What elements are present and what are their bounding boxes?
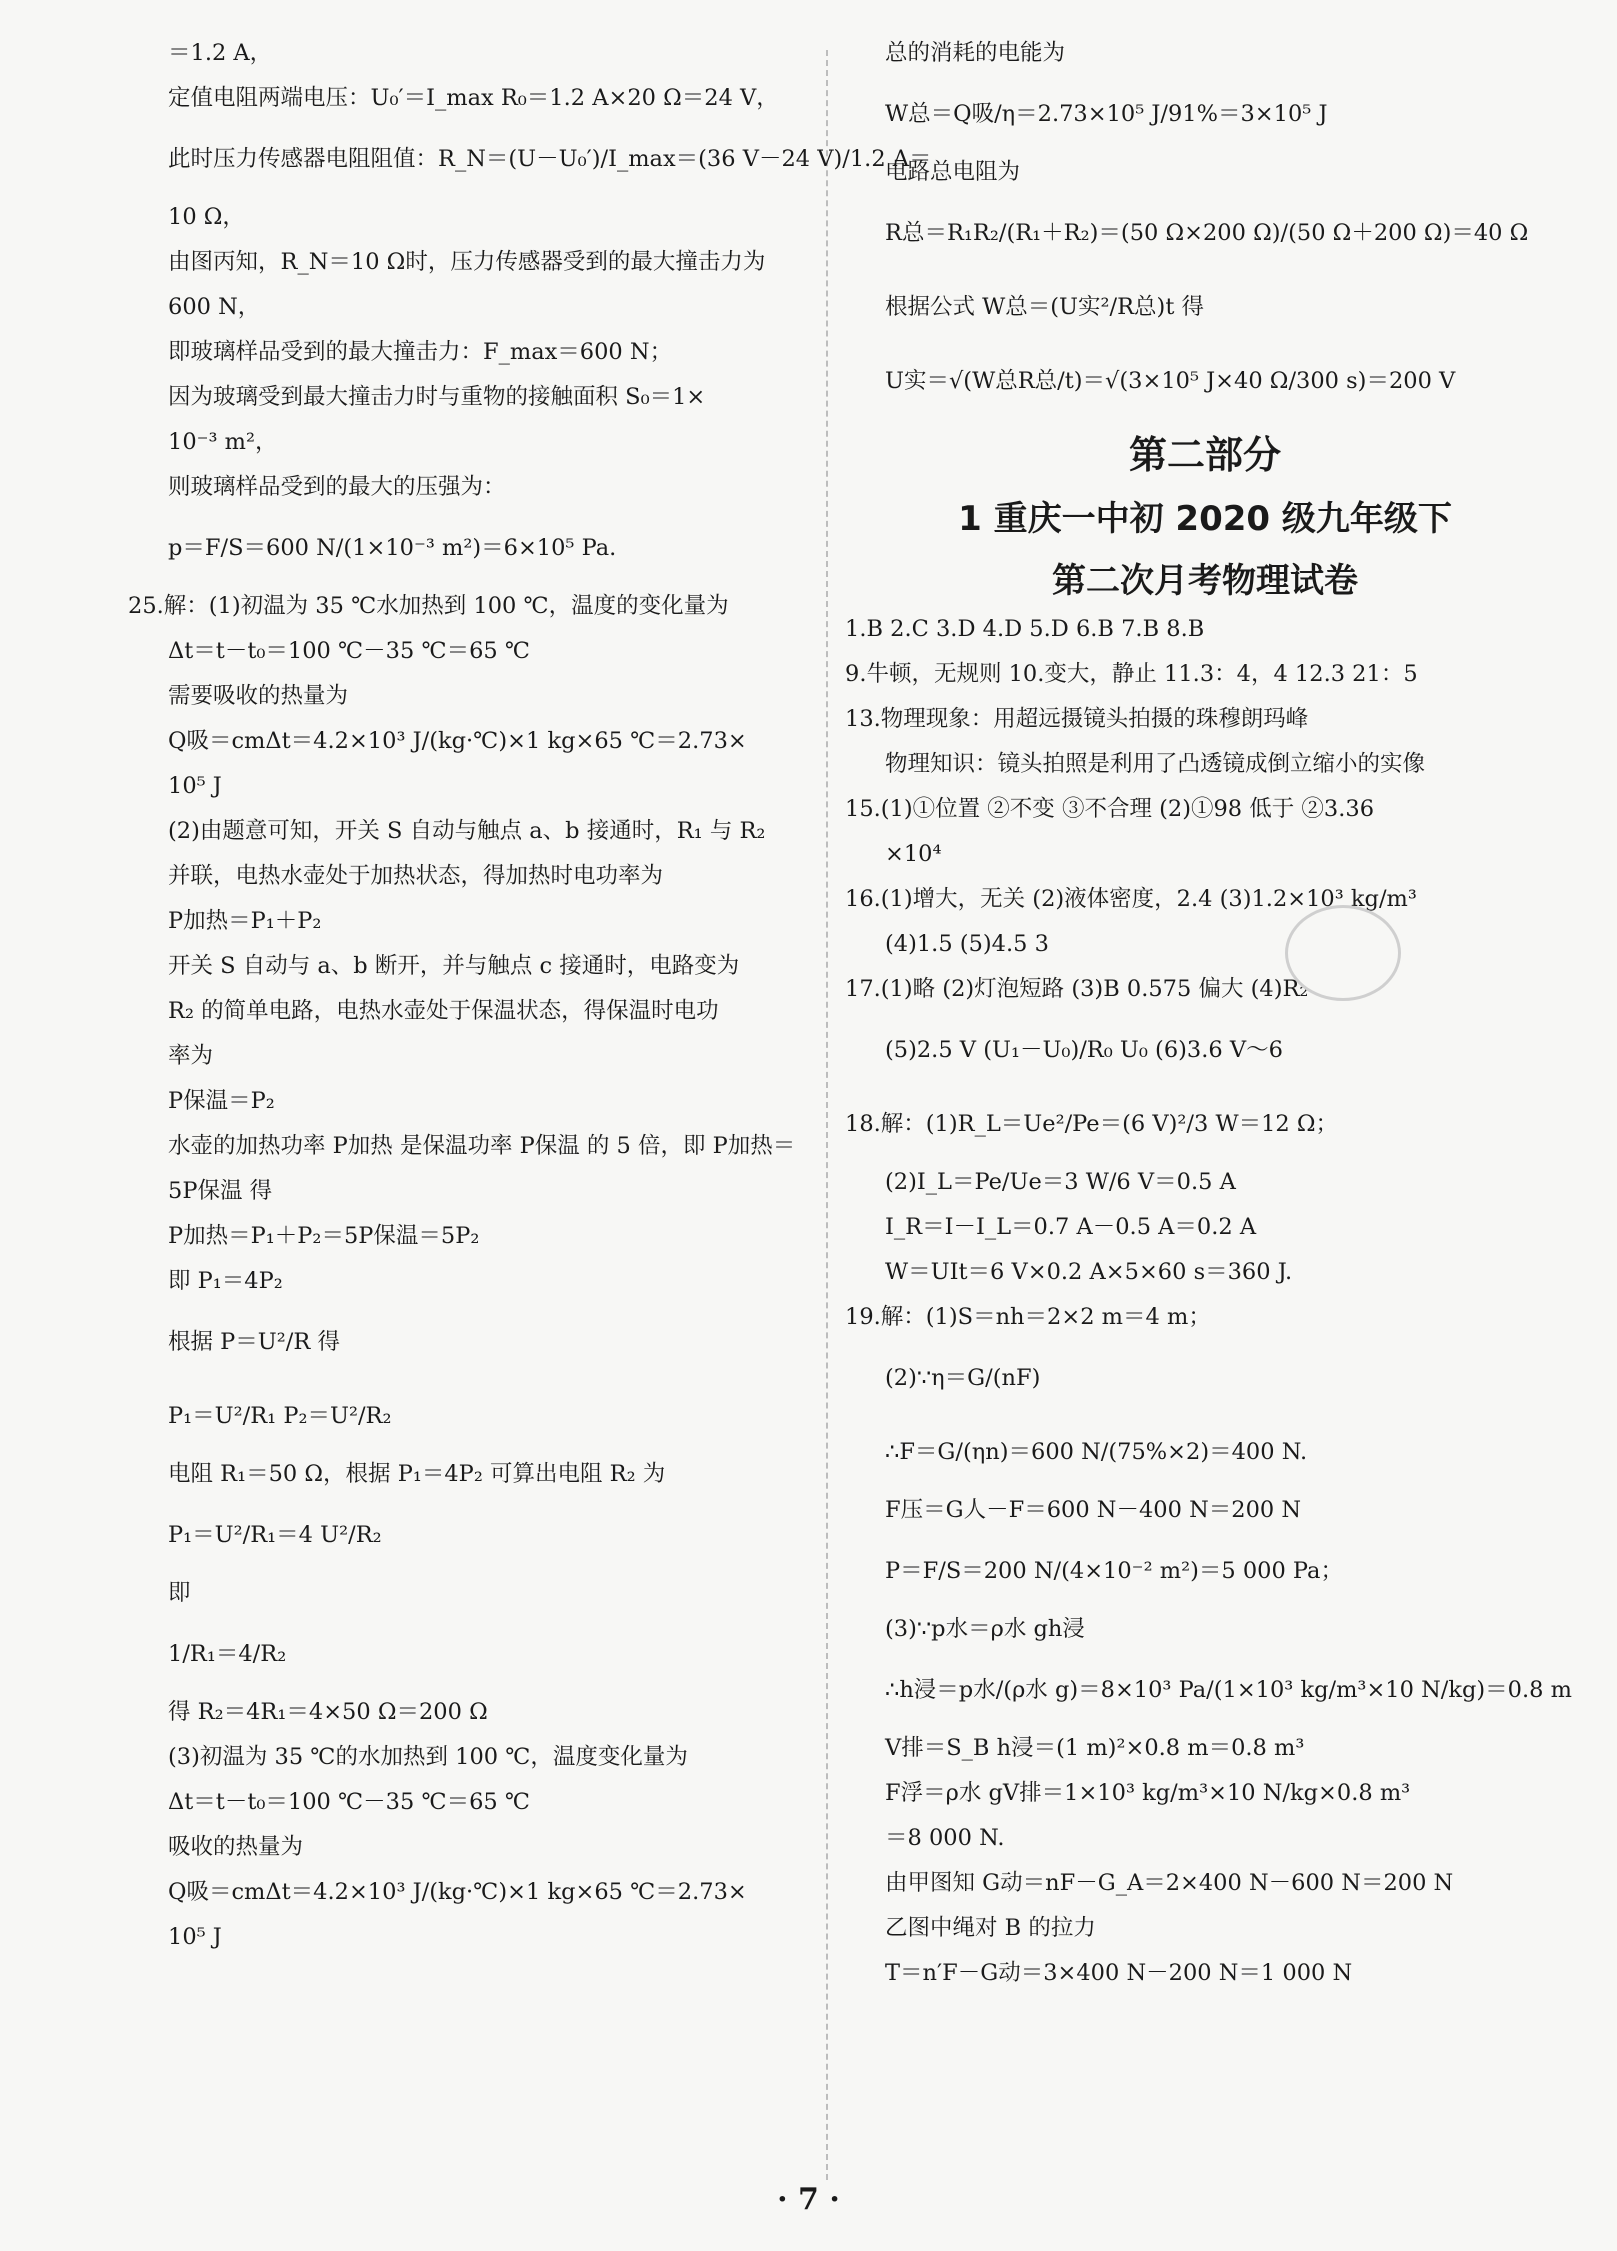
text-line: 需要吸收的热量为 xyxy=(168,683,349,709)
text-line: 此时压力传感器电阻阻值：R_N＝(U－U₀′)/I_max＝(36 V－24 V)/1.2 A＝ xyxy=(168,146,932,172)
text-line: (5)2.5 V (U₁－U₀)/R₀ U₀ (6)3.6 V～6 xyxy=(885,1037,1283,1063)
text-line: 即玻璃样品受到的最大撞击力：F_max＝600 N； xyxy=(168,339,673,365)
text-line: 率为 xyxy=(168,1043,214,1069)
text-line: 10⁵ J xyxy=(168,1924,222,1950)
text-line: 1/R₁＝4/R₂ xyxy=(168,1641,287,1667)
text-line: F浮＝ρ水 gV排＝1×10³ kg/m³×10 N/kg×0.8 m³ xyxy=(885,1780,1411,1806)
text-line: 根据 P＝U²/R 得 xyxy=(168,1329,340,1355)
text-line: 15.(1)①位置 ②不变 ③不合理 (2)①98 低于 ②3.36 xyxy=(845,796,1375,822)
text-line: 16.(1)增大，无关 (2)液体密度，2.4 (3)1.2×10³ kg/m³ xyxy=(845,886,1417,912)
text-line: (3)∵p水＝ρ水 gh浸 xyxy=(885,1616,1085,1642)
text-line: (3)初温为 35 ℃的水加热到 100 ℃，温度变化量为 xyxy=(168,1744,688,1770)
section-title: 第二部分 xyxy=(1128,433,1281,477)
text-line: Q吸＝cmΔt＝4.2×10³ J/(kg·℃)×1 kg×65 ℃＝2.73× xyxy=(168,1879,747,1905)
right-top-lines xyxy=(885,40,1529,410)
text-line: ∴F＝G/(ηn)＝600 N/(75%×2)＝400 N. xyxy=(885,1439,1308,1465)
text-line: Q吸＝cmΔt＝4.2×10³ J/(kg·℃)×1 kg×65 ℃＝2.73× xyxy=(168,728,747,754)
text-line: P₁＝U²/R₁ P₂＝U²/R₂ xyxy=(168,1403,392,1429)
text-line: W＝UIt＝6 V×0.2 A×5×60 s＝360 J. xyxy=(885,1259,1293,1285)
text-line: 10 Ω， xyxy=(168,204,245,230)
text-line: V排＝S_B h浸＝(1 m)²×0.8 m＝0.8 m³ xyxy=(885,1735,1305,1761)
text-line: 乙图中绳对 B 的拉力 xyxy=(885,1915,1096,1941)
text-line: 总的消耗的电能为 xyxy=(885,40,1066,66)
text-line: F压＝G人－F＝600 N－400 N＝200 N xyxy=(885,1497,1302,1523)
text-line: ∴h浸＝p水/(ρ水 g)＝8×10³ Pa/(1×10³ kg/m³×10 N/kg)＝0.8 m xyxy=(885,1677,1572,1703)
text-line: 定值电阻两端电压：U₀′＝I_max R₀＝1.2 A×20 Ω＝24 V， xyxy=(168,85,779,111)
text-line: ＝8 000 N. xyxy=(885,1825,1005,1851)
text-line: 由图丙知，R_N＝10 Ω时，压力传感器受到的最大撞击力为 xyxy=(168,249,766,275)
text-line: 并联，电热水壶处于加热状态，得加热时电功率为 xyxy=(168,863,664,889)
text-line: 600 N， xyxy=(168,294,261,320)
text-line: T＝n′F－G动＝3×400 N－200 N＝1 000 N xyxy=(885,1960,1353,1986)
text-line: 19.解：(1)S＝nh＝2×2 m＝4 m； xyxy=(845,1304,1211,1330)
text-line: R总＝R₁R₂/(R₁＋R₂)＝(50 Ω×200 Ω)/(50 Ω＋200 Ω)＝40 Ω xyxy=(885,220,1529,246)
text-line: 9.牛顿，无规则 10.变大，静止 11.3：4，4 12.3 21：5 xyxy=(845,661,1418,687)
text-line: 25.解：(1)初温为 35 ℃水加热到 100 ℃，温度的变化量为 xyxy=(128,593,729,619)
text-line: 水壶的加热功率 P加热 是保温功率 P保温 的 5 倍，即 P加热＝ xyxy=(168,1133,796,1159)
text-line: R₂ 的简单电路，电热水壶处于保温状态，得保温时电功 xyxy=(168,998,719,1024)
text-line: 根据公式 W总＝(U实²/R总)t 得 xyxy=(885,294,1205,320)
text-line: (2)由题意可知，开关 S 自动与触点 a、b 接通时，R₁ 与 R₂ xyxy=(168,818,766,844)
text-line: P＝F/S＝200 N/(4×10⁻² m²)＝5 000 Pa； xyxy=(885,1558,1343,1584)
text-line: (4)1.5 (5)4.5 3 xyxy=(885,931,1049,957)
right-column xyxy=(845,40,1572,2005)
column-divider xyxy=(826,50,828,2180)
text-line: 18.解：(1)R_L＝Ue²/Pe＝(6 V)²/3 W＝12 Ω； xyxy=(845,1111,1339,1137)
text-line: (2)I_L＝Pe/Ue＝3 W/6 V＝0.5 A xyxy=(885,1169,1236,1195)
exam-title-line2: 第二次月考物理试卷 xyxy=(1052,561,1358,601)
text-line: 因为玻璃受到最大撞击力时与重物的接触面积 S₀＝1× xyxy=(168,384,706,410)
text-line: ＝1.2 A， xyxy=(168,40,273,66)
text-line: U实＝√(W总R总/t)＝√(3×10⁵ J×40 Ω/300 s)＝200 V xyxy=(885,368,1456,394)
text-line: P₁＝U²/R₁＝4 U²/R₂ xyxy=(168,1522,382,1548)
text-line: Δt＝t－t₀＝100 ℃－35 ℃＝65 ℃ xyxy=(168,1789,531,1815)
text-line: P保温＝P₂ xyxy=(168,1088,275,1114)
exam-title-line1: 1 重庆一中初 2020 级九年级下 xyxy=(958,499,1452,539)
text-line: 10⁵ J xyxy=(168,773,222,799)
text-line: 5P保温 得 xyxy=(168,1178,273,1204)
text-line: P加热＝P₁＋P₂＝5P保温＝5P₂ xyxy=(168,1223,480,1249)
watermark-stamp xyxy=(1285,905,1401,1001)
text-line: Δt＝t－t₀＝100 ℃－35 ℃＝65 ℃ xyxy=(168,638,531,664)
text-line: 由甲图知 G动＝nF－G_A＝2×400 N－600 N＝200 N xyxy=(885,1870,1454,1896)
text-line: 即 P₁＝4P₂ xyxy=(168,1268,283,1294)
text-line: 吸收的热量为 xyxy=(168,1834,304,1860)
right-bottom-lines xyxy=(845,616,1572,1986)
text-line: 17.(1)略 (2)灯泡短路 (3)B 0.575 偏大 (4)R₂ xyxy=(845,976,1309,1002)
text-line: 10⁻³ m²， xyxy=(168,429,278,455)
text-line: I_R＝I－I_L＝0.7 A－0.5 A＝0.2 A xyxy=(885,1214,1257,1240)
text-line: 得 R₂＝4R₁＝4×50 Ω＝200 Ω xyxy=(168,1699,488,1725)
text-line: (2)∵η＝G/(nF) xyxy=(885,1365,1041,1391)
text-line: 电阻 R₁＝50 Ω，根据 P₁＝4P₂ 可算出电阻 R₂ 为 xyxy=(168,1461,666,1487)
text-line: p＝F/S＝600 N/(1×10⁻³ m²)＝6×10⁵ Pa. xyxy=(168,535,617,561)
text-line: 13.物理现象：用超远摄镜头拍摄的珠穆朗玛峰 xyxy=(845,706,1309,732)
text-line: 即 xyxy=(168,1580,191,1606)
text-line: ×10⁴ xyxy=(885,841,942,867)
page-number: · 7 · xyxy=(777,2182,840,2217)
text-line: 电路总电阻为 xyxy=(885,159,1021,185)
text-line: 物理知识：镜头拍照是利用了凸透镜成倒立缩小的实像 xyxy=(885,751,1426,777)
text-line: 则玻璃样品受到的最大的压强为： xyxy=(168,474,506,500)
text-line: 开关 S 自动与 a、b 断开，并与触点 c 接通时，电路变为 xyxy=(168,953,740,979)
text-line: W总＝Q吸/η＝2.73×10⁵ J/91%＝3×10⁵ J xyxy=(885,101,1328,127)
text-line: 1.B 2.C 3.D 4.D 5.D 6.B 7.B 8.B xyxy=(845,616,1205,642)
text-line: P加热＝P₁＋P₂ xyxy=(168,908,322,934)
